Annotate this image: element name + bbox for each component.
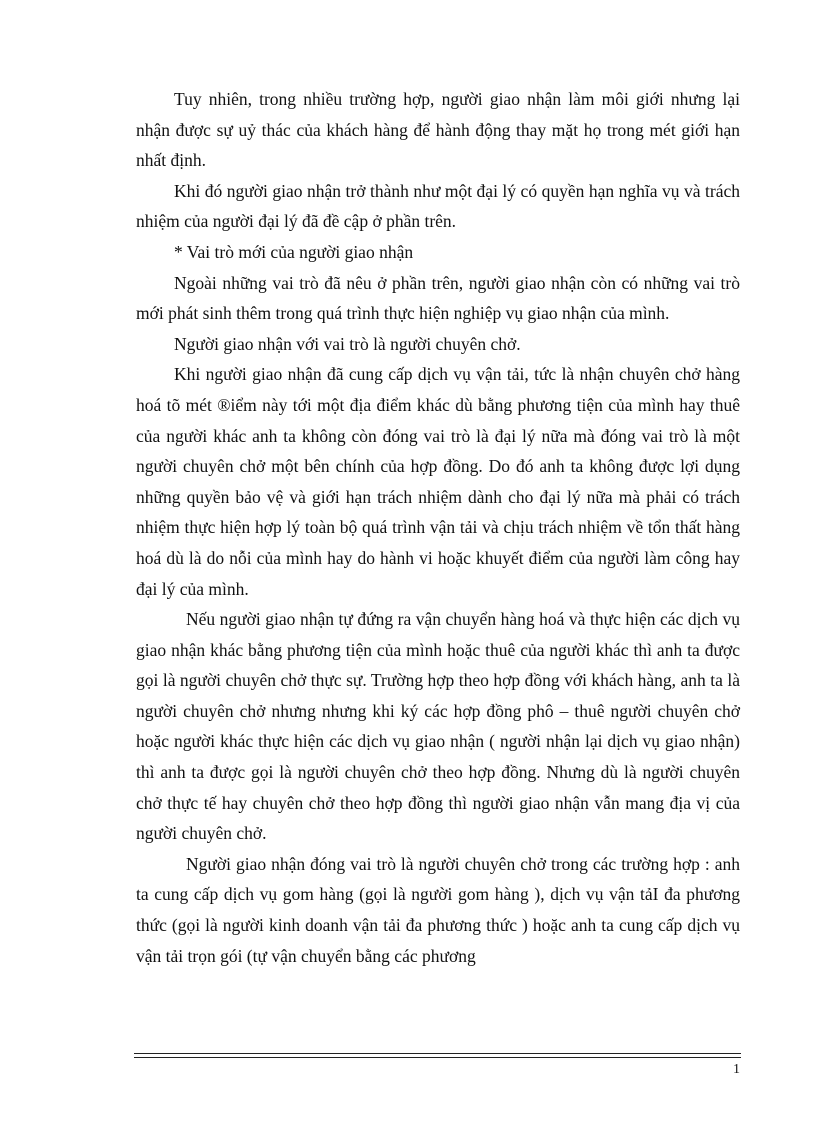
paragraph-carrier-cases: Người giao nhận đóng vai trò là người chuyên chở trong các trường hợp : anh ta cung cấp dịch vụ gom hàng (gọi là người gom hàng ), dịch vụ vận tảI đa phương thức (gọi là người kinh doanh vận tải đa phương thức ) hoặc anh ta cung cấp dịch vụ vận tải trọn gói (tự vận chuyển bằng các phương bbox=[136, 853, 740, 966]
paragraph-actual-contracting-carrier: Nếu người giao nhận tự đứng ra vận chuyển hàng hoá và thực hiện các dịch vụ giao nhận khác bằng phương tiện của mình hoặc thuê của người khác thì anh ta được gọi là người chuyên chở thực sự. Trường hợp theo hợp đồng với khách hàng, anh ta là người chuyên chở nhưng nhưng khi ký các hợp đồng phô – thuê người chuyên chở hoặc người khác thực hiện các dịch vụ giao nhận ( người nhận lại dịch vụ giao nhận) thì anh ta được gọi là người chuyên chở theo hợp đồng. Nhưng dù là người chuyên chở thực tế hay chuyên chở theo hợp đồng thì người giao nhận vẫn mang địa vị của người chuyên chở. bbox=[136, 609, 740, 844]
paragraph-carrier-responsibility: Khi người giao nhận đã cung cấp dịch vụ vận tải, tức là nhận chuyên chở hàng hoá tõ mét ®iểm này tới một địa điểm khác dù bằng phương tiện của mình hay thuê của người khác anh ta không còn đóng vai trò là đại lý nữa mà đóng vai trò là một người chuyên chở một bên chính của hợp đồng. Do đó anh ta không được lợi dụng những quyền bảo vệ và giới hạn trách nhiệm dành cho đại lý nữa mà phải có trách nhiệm thực hiện hợp lý toàn bộ quá trình vận tải và chịu trách nhiệm về tổn thất hàng hoá dù là do nỗi của mình hay do hành vi hoặc khuyết điểm của người làm công hay đại lý của mình. bbox=[136, 364, 740, 599]
subheading-carrier-role: Người giao nhận với vai trò là người chuyên chở. bbox=[174, 333, 521, 354]
paragraph-broker-entrusted: Tuy nhiên, trong nhiều trường hợp, người giao nhận làm môi giới nhưng lại nhận được sự uỷ thác của khách hàng để hành động thay mặt họ trong mét giới hạn nhất định. bbox=[136, 89, 740, 171]
paragraph-becomes-agent: Khi đó người giao nhận trở thành như một đại lý có quyền hạn nghĩa vụ và trách nhiệm của người đại lý đã đề cập ở phần trên. bbox=[136, 180, 740, 232]
document-body bbox=[136, 84, 740, 971]
page-number: 1 bbox=[733, 1062, 740, 1077]
section-heading-new-roles: * Vai trò mới của người giao nhận bbox=[174, 241, 414, 262]
paragraph-new-roles: Ngoài những vai trò đã nêu ở phần trên, người giao nhận còn có những vai trò mới phát sinh thêm trong quá trình thực hiện nghiệp vụ giao nhận của mình. bbox=[136, 272, 740, 324]
footer-divider bbox=[134, 1053, 741, 1058]
